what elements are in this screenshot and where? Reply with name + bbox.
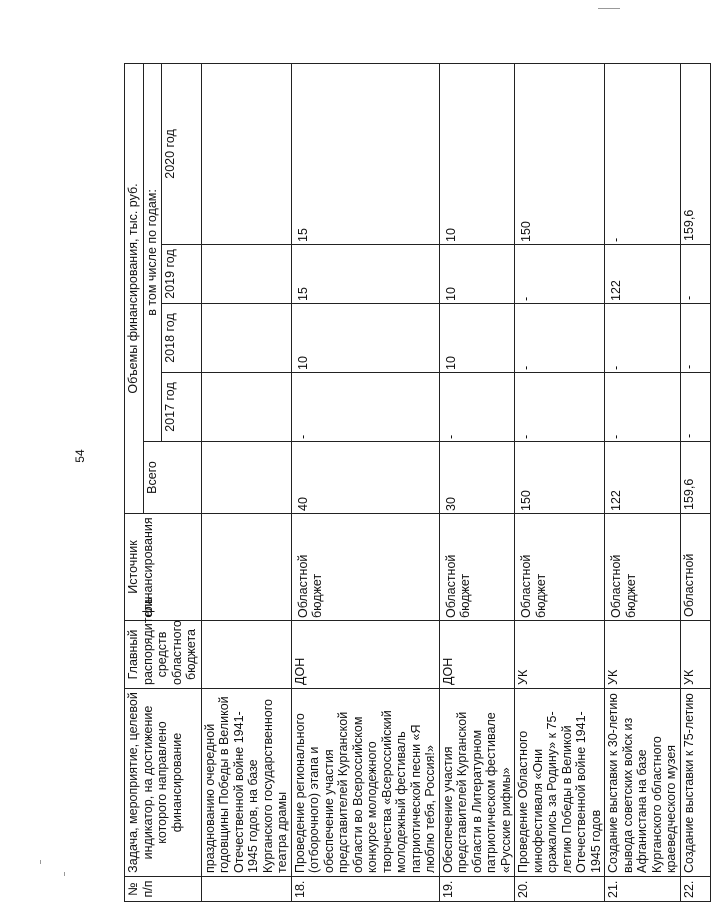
cell-2020: - [605,63,681,244]
cell-2019 [201,245,291,304]
cell-2018: 10 [439,304,515,373]
table-row [439,63,515,901]
table-row [201,63,291,901]
cell-manager: УК [680,621,710,689]
cell-source: Областной бюджет [439,514,515,621]
cell-2020: 159,6 [680,63,710,244]
cell-2018: 10 [291,304,439,373]
header-num: № п/п [125,877,202,902]
cell-task: празднованию очередной годовщины Победы в Великой Отечественной войне 1941-1945 годов, на базе Курганского государственного театра драмы [201,689,291,877]
cell-2020 [201,63,291,244]
cell-source: Областной бюджет [291,514,439,621]
table-row [680,63,710,901]
header-by-years: в том числе по годам: [144,63,162,441]
cell-manager: ДОН [291,621,439,689]
cell-manager: УК [605,621,681,689]
cell-task: Проведение Областного кинофестиваля «Они сражались за Родину» к 75-летию Победы в Великой Отечественной войне 1941-1945 годов [515,689,605,877]
cell-task: Создание выставки к 75-летию [680,689,710,877]
cell-2018: - [515,304,605,373]
document-sheet [124,64,696,902]
cell-num: 19. [439,877,515,902]
page-number: 54 [73,449,87,463]
cell-total: 150 [515,442,605,514]
rotated-table-wrapper [124,64,696,902]
cell-total: 159,6 [680,442,710,514]
header-task: Задача, мероприятие, целевой индикатор, на достижение которого направлено финансирование [125,689,202,877]
cell-manager: ДОН [439,621,515,689]
table-row [515,63,605,901]
header-volumes: Объемы финансирования, тыс. руб. [125,63,144,513]
scan-mark [40,860,41,864]
cell-source: Областной бюджет [605,514,681,621]
header-year-2020: 2020 год [161,63,201,244]
cell-task: Проведение регионального (отборочного) этапа и обеспечение участия представителей Курганской области во Всероссийском конкурсе молодежного творчества «Всероссийский молодежный фестиваль патриотической песни «Я люблю тебя, Россия!» [291,689,439,877]
table-row [291,63,439,901]
cell-source: Областной [680,514,710,621]
cell-2017: - [439,373,515,442]
cell-2019: - [680,245,710,304]
cell-2017: - [605,373,681,442]
scan-mark [598,8,620,9]
cell-2019: 122 [605,245,681,304]
header-year-2019: 2019 год [161,245,201,304]
cell-2020: 150 [515,63,605,244]
header-manager: Главный распорядитель средств областного бюджета [125,621,202,689]
cell-total: 40 [291,442,439,514]
cell-num: 20. [515,877,605,902]
cell-total: 122 [605,442,681,514]
cell-2017 [201,373,291,442]
cell-total [201,442,291,514]
cell-2020: 15 [291,63,439,244]
cell-2019: - [515,245,605,304]
cell-source: Областной бюджет [515,514,605,621]
cell-2018: - [605,304,681,373]
cell-num [201,877,291,902]
cell-num: 22. [680,877,710,902]
financing-table [124,63,711,902]
cell-source [201,514,291,621]
header-year-2018: 2018 год [161,304,201,373]
cell-num: 18. [291,877,439,902]
scan-mark [64,872,65,876]
cell-2018 [201,304,291,373]
cell-num: 21. [605,877,681,902]
cell-total: 30 [439,442,515,514]
cell-2020: 10 [439,63,515,244]
header-row-1 [125,63,144,901]
cell-2017: - [291,373,439,442]
header-year-2017: 2017 год [161,373,201,442]
cell-manager [201,621,291,689]
header-source: Источник финансирования [125,514,202,621]
table-row [605,63,681,901]
header-total: Всего [144,442,202,514]
cell-2019: 10 [439,245,515,304]
cell-manager: УК [515,621,605,689]
cell-2017: - [680,373,710,442]
cell-task: Обеспечение участия представителей Курганской области в Литературном патриотическом фестивале «Русские рифмы» [439,689,515,877]
cell-2019: 15 [291,245,439,304]
cell-2018: - [680,304,710,373]
cell-2017: - [515,373,605,442]
cell-task: Создание выставки к 30-летию вывода советских войск из Афганистана на базе Курганского областного краеведческого музея [605,689,681,877]
